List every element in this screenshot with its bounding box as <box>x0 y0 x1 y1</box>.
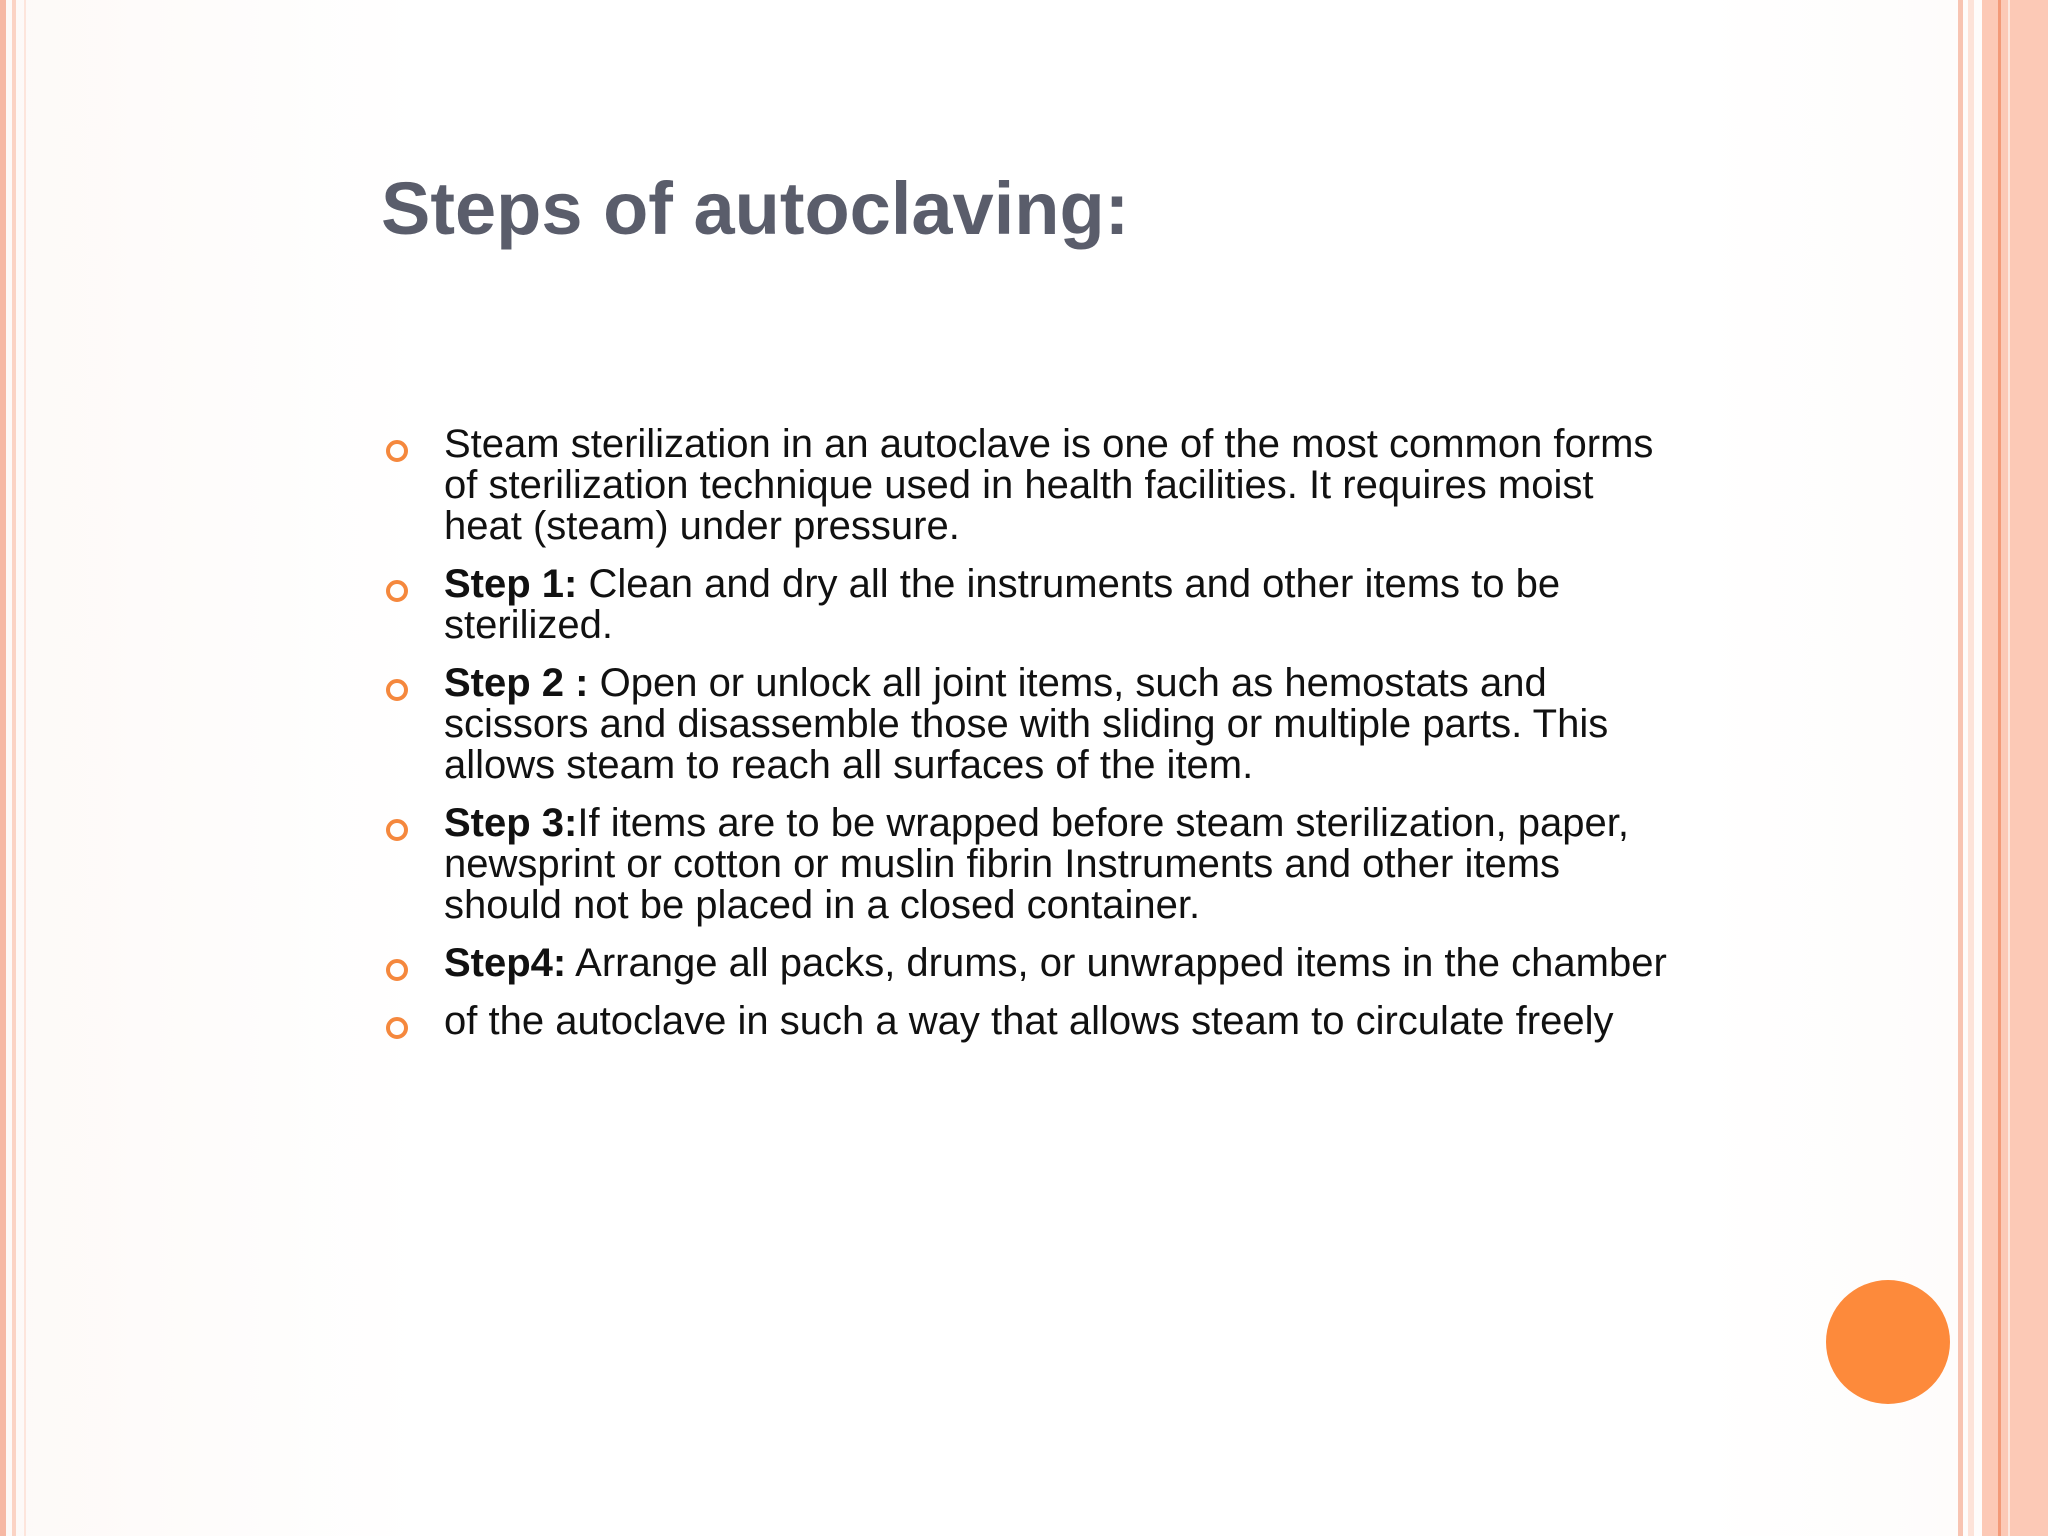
left-border-line <box>0 0 6 1536</box>
bullet-item <box>380 803 1680 926</box>
bullet-text: If items are to be wrapped before steam sterilization, paper, newsprint or cotton or muslin fibrin Instruments and other items should not be placed in a closed container. <box>444 801 1630 927</box>
bullet-item <box>380 663 1680 786</box>
left-border-line <box>12 0 16 1536</box>
bullet-item <box>380 943 1680 984</box>
step-label: Step4: <box>444 941 567 985</box>
right-border-line <box>1998 0 2001 1536</box>
left-border-line <box>24 0 26 1536</box>
bullet-text: Steam sterilization in an autoclave is one of the most common forms of sterilization technique used in health facilities. It requires moist heat (steam) under pressure. <box>444 422 1654 548</box>
bullet-circle-icon <box>386 580 408 602</box>
bullet-item <box>380 424 1680 547</box>
right-border-line <box>1968 0 1974 1536</box>
bullet-circle-icon <box>386 440 408 462</box>
bullet-item <box>380 564 1680 646</box>
bullet-text: Clean and dry all the instruments and other items to be sterilized. <box>444 562 1561 647</box>
step-label: Step 2 : <box>444 661 589 705</box>
bullet-text: of the autoclave in such a way that allows steam to circulate freely <box>444 999 1614 1043</box>
bullet-item <box>380 1001 1680 1042</box>
bullet-text: Arrange all packs, drums, or unwrapped items in the chamber <box>566 941 1667 985</box>
right-border-band <box>1982 0 2048 1536</box>
bullet-list <box>380 424 1680 1059</box>
bullet-text: Open or unlock all joint items, such as hemostats and scissors and disassemble those with sliding or multiple parts. This allows steam to reach all surfaces of the item. <box>444 661 1609 787</box>
right-border-line <box>1958 0 1963 1536</box>
accent-circle <box>1826 1280 1950 1404</box>
step-label: Step 3: <box>444 801 578 845</box>
bullet-circle-icon <box>386 1017 408 1039</box>
slide-title: Steps of autoclaving: <box>381 167 1130 250</box>
bullet-circle-icon <box>386 819 408 841</box>
bullet-circle-icon <box>386 959 408 981</box>
step-label: Step 1: <box>444 562 578 606</box>
bullet-circle-icon <box>386 679 408 701</box>
right-border-line <box>2008 0 2010 1536</box>
